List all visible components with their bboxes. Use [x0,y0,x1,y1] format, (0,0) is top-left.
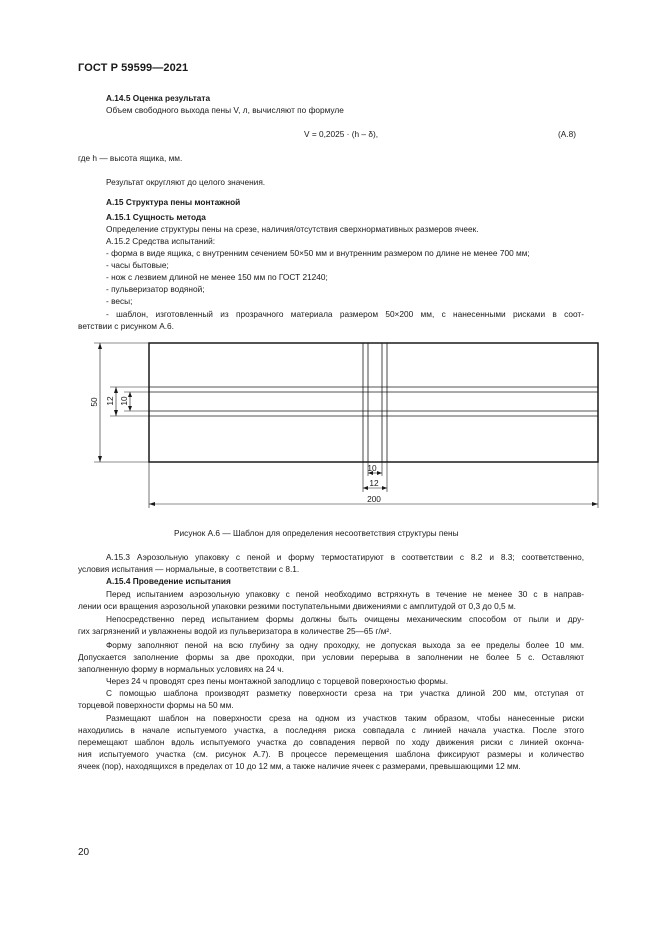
section-a151-text: Определение структуры пены на срезе, наличия/отсутствия сверхнормативных размеров ячеек. [106,224,479,234]
paragraph-line: ячеек (пор), находящихся в пределах от 10 до 12 мм, а также наличие ячеек с размерами, превышающими 12 мм. [78,761,521,771]
section-a151-title: А.15.1 Сущность метода [106,212,206,222]
section-a145-line: Объем свободного выхода пены V, л, вычисляют по формуле [106,105,344,115]
template-outline [149,343,598,462]
dim-label-10-bottom: 10 [367,463,377,473]
dim-label-50: 50 [89,397,99,407]
rounding-note: Результат округляют до целого значения. [106,177,266,187]
paragraph-line: находились в начале испытуемого участка, а последняя риска совпадала с линией начала участка. После этого [78,725,584,735]
paragraph-line: Через 24 ч проводят срез пены монтажной заподлицо с торцевой поверхностью формы. [106,676,449,686]
paragraph-line: лении оси вращения аэрозольной упаковки резкими поступательными движениями с амплитудой от 0,3 до 0,5 м. [78,601,516,611]
section-a145-title: А.14.5 Оценка результата [106,93,211,103]
equipment-item: - весы; [106,296,133,306]
formula-where: где h — высота ящика, мм. [78,153,183,163]
paragraph-line: С помощью шаблона производят разметку поверхности среза на три участка длиной 200 мм, отступая от [106,688,584,698]
dim-label-10-left: 10 [119,396,129,406]
figure-caption: Рисунок А.6 — Шаблон для определения несоответствия структуры пены [174,528,459,538]
paragraph-line: ния испытуемого участка (см. рисунок А.7). В процессе перемещения шаблона фиксируют размеры и количество [78,749,584,759]
formula-a8: V = 0,2025 · (h – δ), [304,129,379,139]
equipment-item: - часы бытовые; [106,260,169,270]
paragraph-line: Непосредственно перед испытанием формы должны быть очищены механическим способом от пыли и дру- [106,614,584,624]
formula-number: (А.8) [558,129,576,139]
paragraph-line: гих загрязнений и увлажнены водой из пульверизатора в количестве 25—65 г/м². [78,626,392,636]
dim-label-200: 200 [367,494,381,504]
paragraph-line: торцевой поверхности формы на 50 мм. [78,700,234,710]
equipment-item: - нож с лезвием длиной не менее 150 мм по ГОСТ 21240; [106,272,328,282]
section-a153-line2: условия испытания — нормальные, в соответствии с 8.1. [78,564,300,574]
paragraph-line: Допускается заполнение формы за две проходки, при условии перерыва в заполнении не более 5 с. Оставляют [78,652,584,662]
section-a153-line1: А.15.3 Аэрозольную упаковку с пеной и форму термостатируют в соответствии с 8.2 и 8.3; соответственно, [106,552,584,562]
paragraph-line: перемещают шаблон вдоль испытуемого участка до совпадения первой по ходу движения риски с линией оконча- [78,737,584,747]
template-item-line2: ветствии с рисунком А.6. [78,321,174,331]
paragraph-line: Форму заполняют пеной на всю глубину за одну проходку, не допуская выхода за ее пределы более 10 мм. [106,640,584,650]
page-number: 20 [78,847,90,858]
equipment-item: - пульверизатор водяной; [106,284,205,294]
equipment-item: - форма в виде ящика, с внутренним сечением 50×50 мм и внутренним размером по длине не менее 700 мм; [106,248,530,258]
paragraph-line: Перед испытанием аэрозольную упаковку с пеной необходимо встряхнуть в течение не менее 30 с в направ- [106,589,584,599]
template-item-line1: - шаблон, изготовленный из прозрачного материала размером 50×200 мм, с нанесенными рисками в соот- [106,309,584,319]
section-a154-title: А.15.4 Проведение испытания [106,576,231,586]
document-code: ГОСТ Р 59599—2021 [78,62,189,74]
section-a15-title: А.15 Структура пены монтажной [106,197,241,207]
paragraph-line: заполненную форму в нормальных условиях на 24 ч. [78,664,284,674]
dim-label-12-left: 12 [105,396,115,406]
template-figure [80,338,610,513]
paragraph-line: Размещают шаблон на поверхности среза на одном из участков таким образом, чтобы нанесенные риски [106,713,584,723]
dim-label-12-bottom: 12 [369,478,379,488]
section-a152-title: А.15.2 Средства испытаний: [106,236,216,246]
